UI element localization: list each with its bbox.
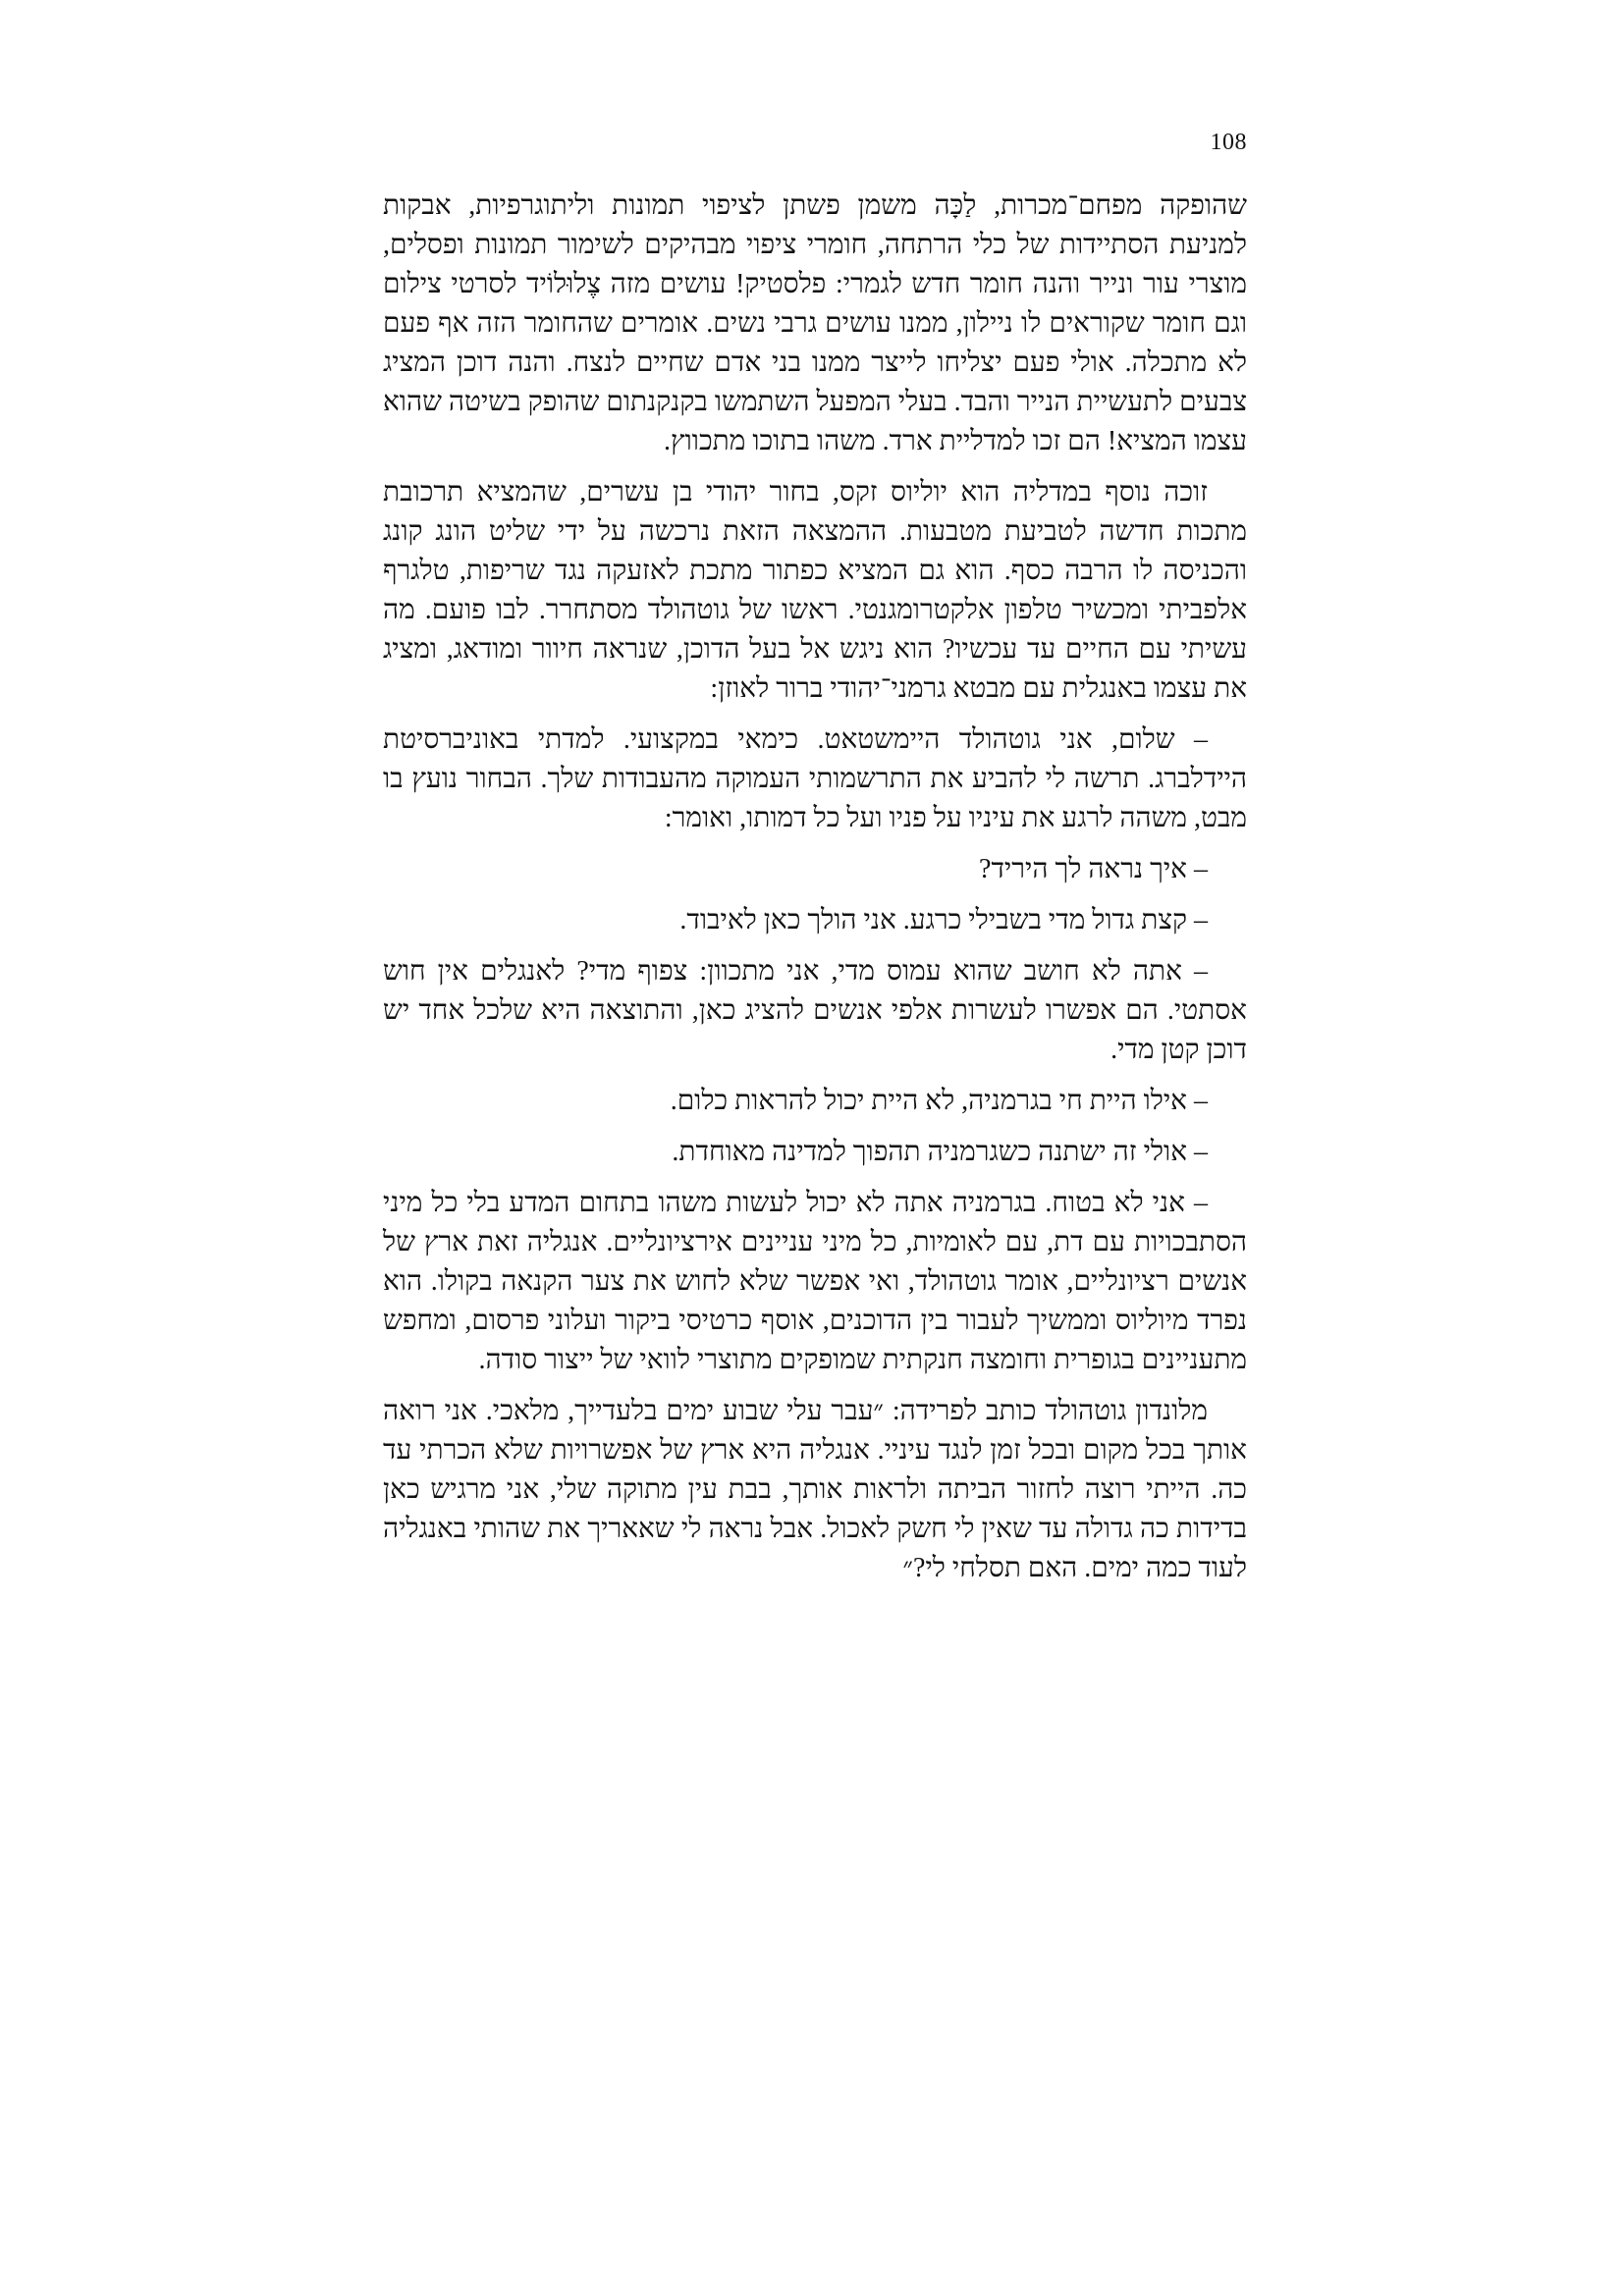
dialogue-line-7: – אני לא בטוח. בגרמניה אתה לא יכול לעשות משהו בתחום המדע בלי כל מיני הסתבכויות עם דת, עם לאומיות, כל מיני עניינים אירציונליים. אנגליה זאת ארץ של אנשים רציונליים, אומר גוטהולד, ואי אפשר שלא לחוש את צער הקנאה בקולו. הוא נפרד מיוליוס וממשיך לעבור בין הדוכנים, אוסף כרטיסי ביקור ועלוני פרסום, ומחפש מתעניינים בגופרית וחומצה חנקתית שמופקים מתוצרי לוואי של ייצור סודה. bbox=[383, 1188, 1247, 1375]
paragraph-letter: מלונדון גוטהולד כותב לפרידה: ״עבר עלי שבוע ימים בלעדייך, מלאכי. אני רואה אותך בכל מקום ובכל זמן לנגד עיניי. אנגליה היא ארץ של אפשרויות שלא הכרתי עד כה. הייתי רוצה לחזור הביתה ולראות אותך, בבת עין מתוקה שלי, אני מרגיש כאן בדידות כה גדולה עד שאין לי חשק לאכול. אבל נראה לי שאאריך את שהותי באנגליה לעוד כמה ימים. האם תסלחי לי?״ bbox=[383, 1396, 1247, 1583]
body-text bbox=[383, 187, 1247, 1600]
dialogue-line-5: – אילו היית חי בגרמניה, לא היית יכול להראות כלום. bbox=[670, 1086, 1208, 1116]
dialogue-line-6: – אולי זה ישתנה כשגרמניה תהפוך למדינה מאוחדת. bbox=[672, 1137, 1208, 1167]
dialogue-line-3: – קצת גדול מדי בשבילי כרגע. אני הולך כאן לאיבוד. bbox=[679, 905, 1208, 935]
dialogue-line-4: – אתה לא חושב שהוא עמוס מדי, אני מתכוון: צפוף מדי? לאנגלים אין חוש אסתטי. הם אפשרו לעשרות אלפי אנשים להציג כאן, והתוצאה היא שלכל אחד יש דוכן קטן מדי. bbox=[383, 956, 1247, 1065]
page-number: 108 bbox=[1210, 130, 1247, 155]
dialogue-line-1: – שלום, אני גוטהולד היימשטאט. כימאי במקצועי. למדתי באוניברסיטת היידלברג. תרשה לי להביע את התרשמותי העמוקה מהעבודות שלך. הבחור נועץ בו מבט, משהה לרגע את עיניו על פניו ועל כל דמותו, ואומר: bbox=[383, 724, 1247, 833]
dialogue-line-2: – איך נראה לך היריד? bbox=[979, 854, 1208, 884]
paragraph-1: שהופקה מפחם־מכרות, לַכָּה משמן פשתן לציפוי תמונות וליתוגרפיות, אבקות למניעת הסתיידות של כלי הרתחה, חומרי ציפוי מבהיקים לשימור תמונות ופסלים, מוצרי עור ונייר והנה חומר חדש לגמרי: פלסטיק! עושים מזה צֶלוּלוֹיד לסרטי צילום וגם חומר שקוראים לו ניילון, ממנו עושים גרבי נשים. אומרים שהחומר הזה אף פעם לא מתכלה. אולי פעם יצליחו לייצר ממנו בני אדם שחיים לנצח. והנה דוכן המציג צבעים לתעשיית הנייר והבד. בעלי המפעל השתמשו בקנקנתום שהופק בשיטה שהוא עצמו המציא! הם זכו למדליית ארד. משהו בתוכו מתכווץ. bbox=[383, 190, 1247, 456]
paragraph-2: זוכה נוסף במדליה הוא יוליוס זקס, בחור יהודי בן עשרים, שהמציא תרכובת מתכות חדשה לטביעת מטבעות. ההמצאה הזאת נרכשה על ידי שליט הונג קונג והכניסה לו הרבה כסף. הוא גם המציא כפתור מתכת לאזעקה נגד שריפות, טלגרף אלפביתי ומכשיר טלפון אלקטרומגנטי. ראשו של גוטהולד מסתחרר. לבו פועם. מה עשיתי עם החיים עד עכשיו? הוא ניגש אל בעל הדוכן, שנראה חיוור ומודאג, ומציג את עצמו באנגלית עם מבטא גרמני־יהודי ברור לאוזן: bbox=[383, 477, 1247, 704]
